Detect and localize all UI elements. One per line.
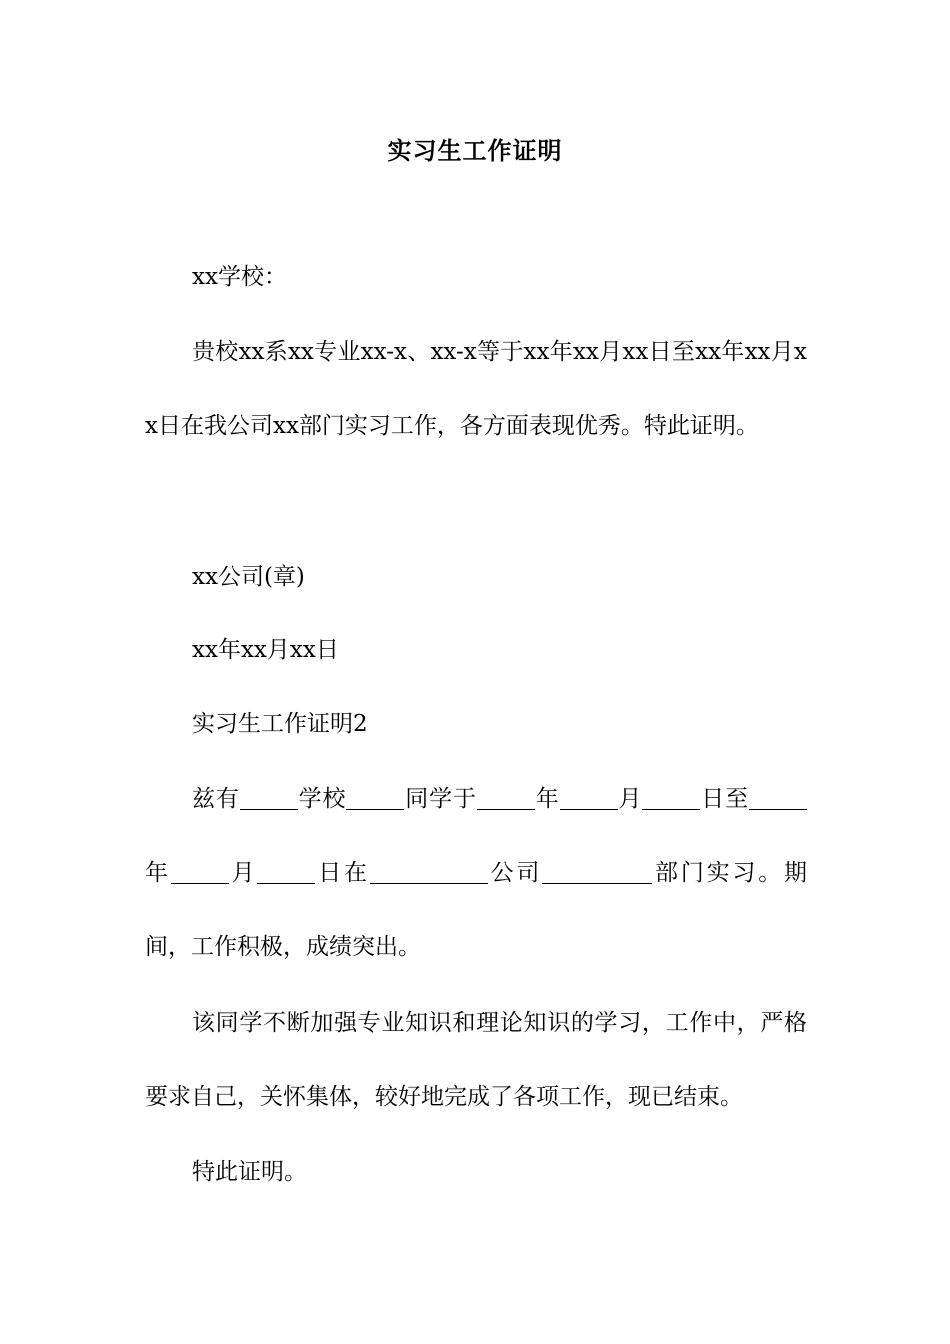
form-text-8: 月	[228, 860, 258, 886]
blank-start-month	[560, 789, 618, 810]
blank-end-year	[749, 789, 807, 810]
form-text-9: 日在	[315, 860, 370, 886]
form-text-11: 部门实习。期间，工作积极，成绩突出。	[145, 860, 808, 960]
company-seal: xx公司(章)	[192, 564, 305, 590]
blank-end-month	[171, 863, 229, 884]
form-text-1: 兹有	[192, 786, 240, 812]
blank-start-year	[477, 789, 535, 810]
blank-start-day	[642, 789, 700, 810]
document-title: 实习生工作证明	[387, 136, 563, 165]
salutation: xx学校：	[192, 264, 287, 290]
form-text-4: 年	[534, 786, 560, 812]
closing-statement: 特此证明。	[192, 1159, 307, 1185]
form-paragraph	[145, 762, 807, 984]
form-text-6: 日至	[700, 786, 749, 812]
section-2-title: 实习生工作证明2	[192, 711, 368, 737]
form-text-7: 年	[145, 860, 171, 886]
blank-company	[370, 863, 488, 884]
form-text-10: 公司	[487, 860, 543, 886]
body-paragraph-1: 贵校xx系xx专业xx-x、xx-x等于xx年xx月xx日至xx年xx月xx日在我公司xx部门实习工作，各方面表现优秀。特此证明。	[145, 339, 807, 439]
body-paragraph-3: 该同学不断加强专业知识和理论知识的学习，工作中，严格要求自己，关怀集体，较好地完成了各项工作，现已结束。	[145, 1010, 807, 1110]
form-text-3: 同学于	[404, 786, 477, 812]
blank-school	[240, 789, 298, 810]
blank-student	[346, 789, 404, 810]
form-text-2: 学校	[297, 786, 347, 812]
form-text-5: 月	[617, 786, 643, 812]
blank-end-day	[257, 863, 315, 884]
document-date: xx年xx月xx日	[192, 637, 339, 663]
blank-department	[542, 863, 652, 884]
